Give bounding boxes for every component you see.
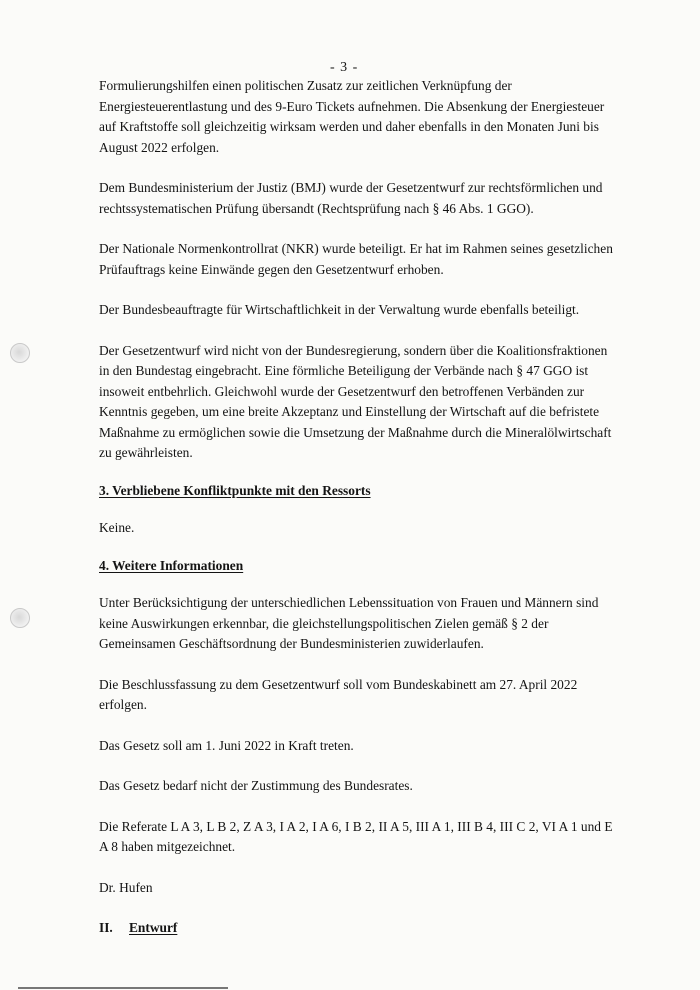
paragraph-referate: Die Referate L A 3, L B 2, Z A 3, I A 2, I A 6, I B 2, II A 5, III A 1, III B 4, III C 2, VI A 1 und E A 8 haben mitgezeichnet. — [99, 818, 613, 854]
heading-entwurf-text: Entwurf — [129, 920, 178, 935]
paragraph-formulierungshilfen: Formulierungshilfen einen politischen Zusatz zur zeitlichen Verknüpfung der Energiesteuerentlastung und des 9-Euro Tickets aufnehmen. Die Absenkung der Energiesteuer auf Kraftstoffe soll gleichzeitig wirksam werden und daher ebenfalls in den Monaten Juni bis August 2022 erfolgen. — [99, 78, 605, 155]
paragraph-bundesbeauftragte: Der Bundesbeauftragte für Wirtschaftlichkeit in der Verwaltung wurde ebenfalls beteiligt. — [99, 302, 580, 317]
signature-name: Dr. Hufen — [99, 879, 153, 895]
punch-hole-top — [10, 343, 30, 363]
paragraph-nkr: Der Nationale Normenkontrollrat (NKR) wurde beteiligt. Er hat im Rahmen seines gesetzlichen Prüfauftrags keine Einwände gegen den Gesetzentwurf erhoben. — [99, 241, 613, 277]
heading-weitere-informationen: 4. Weitere Informationen — [99, 557, 244, 573]
punch-hole-bottom — [10, 608, 30, 628]
paragraph-gleichstellung: Unter Berücksichtigung der unterschiedlichen Lebenssituation von Frauen und Männern sind keine Auswirkungen erkennbar, die gleichstellungspolitischen Zielen gemäß § 2 der Gemeinsamen Geschäftsordnung der Bundesministerien zuwiderlaufen. — [99, 595, 599, 651]
document-body — [99, 76, 614, 939]
paragraph-verbaende: Der Gesetzentwurf wird nicht von der Bundesregierung, sondern über die Koalitionsfraktionen in den Bundestag eingebracht. Eine förmliche Beteiligung der Verbände nach § 47 GGO ist insoweit entbehrlich. Gleichwohl wurde der Gesetzentwurf den betroffenen Verbänden zur Kenntnis gegeben, um eine breite Akzeptanz und Einstellung der Wirtschaft auf die befristete Maßnahme zu ermöglichen sowie die Umsetzung der Maßnahme durch die Mineralölwirtschaft zu gewährleisten. — [99, 342, 612, 460]
paragraph-inkrafttreten: Das Gesetz soll am 1. Juni 2022 in Kraft treten. — [99, 737, 354, 753]
paragraph-beschlussfassung: Die Beschlussfassung zu dem Gesetzentwurf soll vom Bundeskabinett am 27. April 2022 erfolgen. — [99, 676, 578, 712]
heading-entwurf-number: II. — [99, 920, 113, 935]
heading-entwurf — [99, 918, 614, 939]
paragraph-zustimmung: Das Gesetz bedarf nicht der Zustimmung des Bundesrates. — [99, 778, 413, 793]
bottom-rule — [18, 987, 228, 989]
page-number: - 3 - — [330, 60, 359, 75]
heading-konfliktpunkte: 3. Verbliebene Konfliktpunkte mit den Ressorts — [99, 482, 371, 498]
paragraph-bmj: Dem Bundesministerium der Justiz (BMJ) wurde der Gesetzentwurf zur rechtsförmlichen und rechtssystematischen Prüfung übersandt (Rechtsprüfung nach § 46 Abs. 1 GGO). — [99, 180, 603, 216]
paragraph-keine: Keine. — [99, 520, 135, 535]
